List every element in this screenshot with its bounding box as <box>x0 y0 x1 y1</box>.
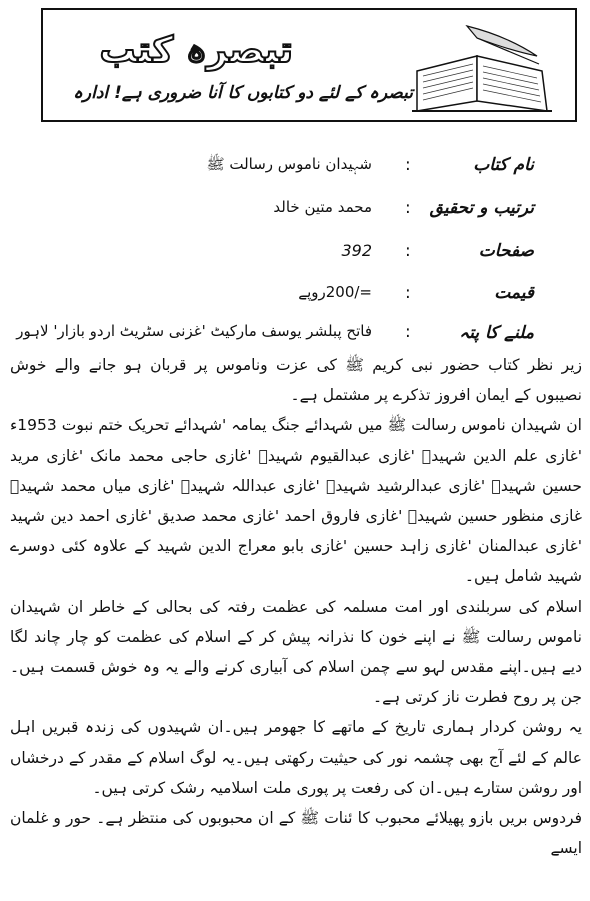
review-paragraph: ان شہیدان ناموس رسالت ﷺ میں شہدائے جنگ یمامہ 'شہدائے تحریک ختم نبوت 1953ء 'غازی علم الدین شہیدؒ 'غازی عبدالقیوم شہیدؒ 'غازی حاجی محمد مانک 'غازی مرید حسین شہیدؒ 'غازی عبدالرشید شہیدؒ 'غازی عبداللہ شہیدؒ 'غازی میاں محمد شہیدؒ غازی منظور حسین شہیدؒ 'غازی فاروق احمد 'غازی محمد صدیق 'غازی احمد دین شہید 'غازی عبدالمنان 'غازی زاہد حسین 'غازی بابو معراج الدین شہید کے علاوہ کئی دوسرے شہید شامل ہیں۔ <box>10 416 582 586</box>
detail-value: شہیدان ناموس رسالت ﷺ <box>206 155 372 173</box>
review-paragraph: فردوس بریں بازو پھیلائے محبوب کا ئنات ﷺ کے ان محبوبوں کی منتظر ہے۔ حور و غلمان ایسے <box>10 809 582 858</box>
detail-label: نام کتاب <box>473 155 534 175</box>
detail-row <box>0 322 590 352</box>
detail-colon: : <box>405 198 411 218</box>
detail-label: ترتیب و تحقیق <box>429 198 534 218</box>
detail-row <box>0 283 590 313</box>
detail-label: صفحات <box>478 241 534 261</box>
detail-label: قیمت <box>494 283 534 303</box>
detail-value: =/200روپے <box>298 283 372 301</box>
detail-colon: : <box>405 241 411 261</box>
detail-colon: : <box>405 283 411 303</box>
detail-value: 392 <box>341 241 372 260</box>
review-paragraph: زیر نظر کتاب حضور نبی کریم ﷺ کی عزت وناموس پر قربان ہو جانے والے خوش نصیبوں کے ایمان افروز تذکرے پر مشتمل ہے۔ <box>10 356 582 405</box>
detail-row <box>0 241 590 271</box>
detail-value: فاتح پبلشر یوسف مارکیٹ 'غزنی سٹریٹ اردو بازار' لاہور <box>16 322 372 340</box>
review-paragraph: یہ روشن کردار ہماری تاریخ کے ماتھے کا جھومر ہیں۔ان شہیدوں کی زندہ قبریں اہل عالم کے لئے آج بھی چشمہ نور کی حیثیت رکھتی ہیں۔یہ لوگ اسلام کے مقدر کے درخشاں اور روشن ستارے ہیں۔ان کی رفعت پر پوری ملت اسلامیہ رشک کرتی ہیں۔ <box>10 718 582 797</box>
detail-row <box>0 198 590 228</box>
detail-row <box>0 155 590 185</box>
review-paragraph: اسلام کی سربلندی اور امت مسلمہ کی عظمت رفتہ کی بحالی کے خاطر ان شہیدان ناموس رسالت ﷺ نے اپنے خون کا نذرانہ پیش کر کے اسلام کی عظمت کو چار چاند لگا دیے ہیں۔اپنے مقدس لہو سے چمن اسلام کی آبیاری کرنے والے یہ وہ خوش قسمت ہیں۔ جن پر روح فطرت ناز کرتی ہے۔ <box>10 597 582 707</box>
detail-colon: : <box>405 155 411 175</box>
detail-colon: : <box>405 322 411 342</box>
review-header-box <box>41 8 577 122</box>
header-subtitle: تبصرہ کے لئے دو کتابوں کا آنا ضروری ہے! ادارہ <box>72 83 413 103</box>
header-title: تبصرہ کتب <box>99 30 293 71</box>
review-body <box>10 350 582 863</box>
open-book-quill-icon <box>407 16 557 116</box>
detail-label: ملنے کا پتہ <box>459 323 534 343</box>
detail-value: محمد متین خالد <box>273 198 372 216</box>
